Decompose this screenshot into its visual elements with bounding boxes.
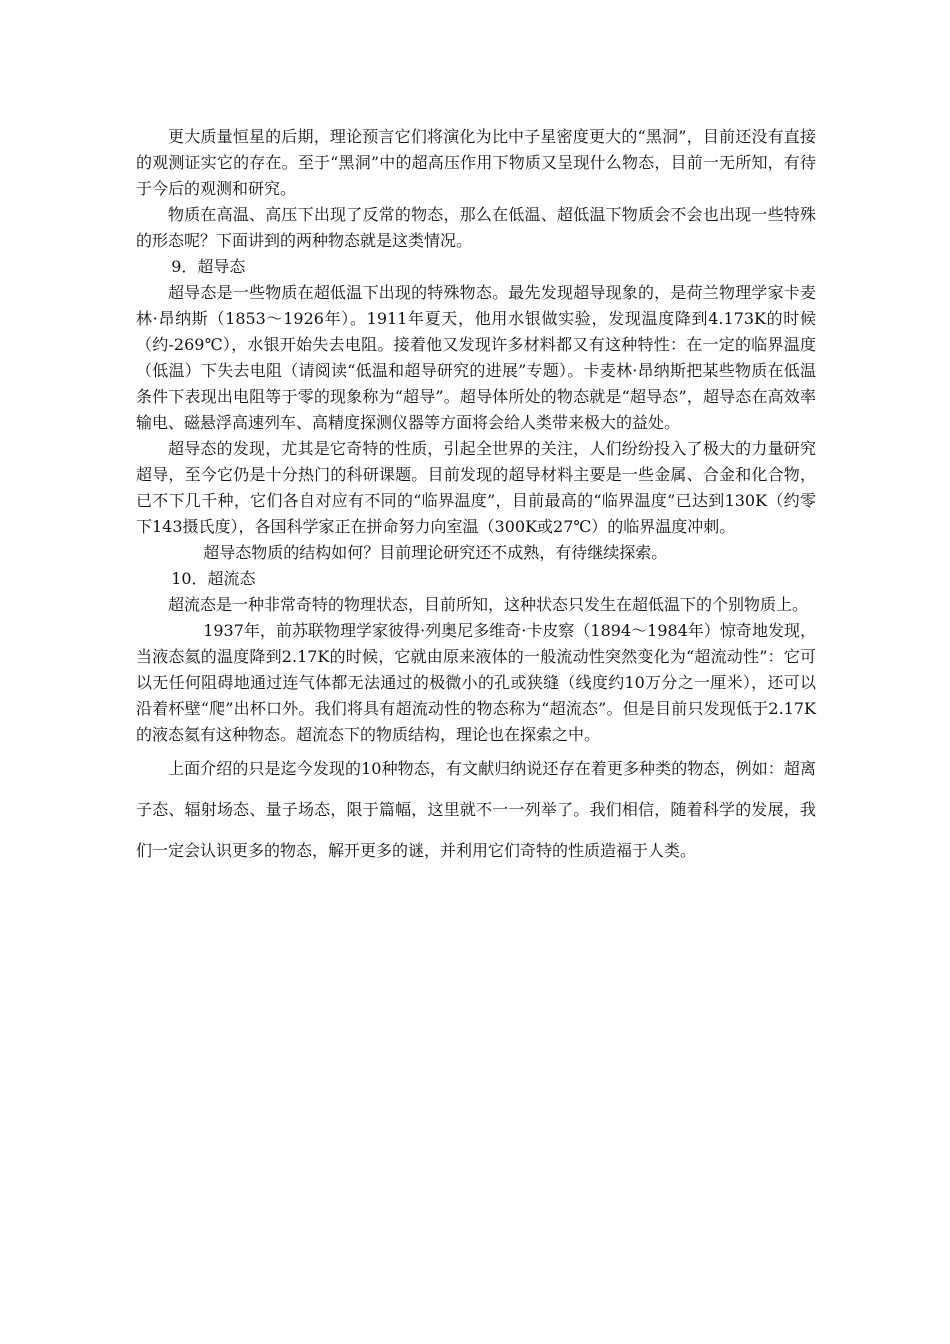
- section-heading-superconducting: 9．超导态: [171, 257, 246, 276]
- paragraph-superfluid-definition: 超流态是一种非常奇特的物理状态，目前所知，这种状态只发生在超低温下的个别物质上。: [168, 595, 809, 614]
- paragraph-black-hole: 更大质量恒星的后期，理论预言它们将演化为比中子星密度更大的“黑洞”，目前还没有直接的观测证实它的存在。至于“黑洞”中的超高压作用下物质又呈现什么物态，目前一无所知，有待于今后的观测和研究。: [136, 127, 816, 198]
- paragraph-superconducting-research: 超导态的发现，尤其是它奇特的性质，引起全世界的关注，人们纷纷投入了极大的力量研究超导，至今它仍是十分热门的科研课题。目前发现的超导材料主要是一些金属、合金和化合物，已不下几千种，它们各自对应有不同的“临界温度”，目前最高的“临界温度”已达到130K（约零下143摄氏度），各国科学家正在拼命努力向室温（300K或27℃）的临界温度冲刺。: [136, 439, 816, 536]
- paragraph-low-temperature-intro: 物质在高温、高压下出现了反常的物态，那么在低温、超低温下物质会不会也出现一些特殊的形态呢？下面讲到的两种物态就是这类情况。: [136, 205, 816, 250]
- paragraph-conclusion: 上面介绍的只是迄今发现的10种物态，有文献归纳说还存在着更多种类的物态，例如：超离子态、辐射场态、量子场态，限于篇幅，这里就不一一列举了。我们相信，随着科学的发展，我们一定会认识更多的物态，解开更多的谜，并利用它们奇特的性质造福于人类。: [136, 759, 816, 860]
- section-heading-superfluid: 10．超流态: [171, 569, 256, 588]
- document-body: [136, 124, 816, 871]
- paragraph-superconducting-discovery: 超导态是一些物质在超低温下出现的特殊物态。最先发现超导现象的，是荷兰物理学家卡麦林·昂纳斯（1853～1926年）。1911年夏天，他用水银做实验，发现温度降到4.173K的时候（约-269℃），水银开始失去电阻。接着他又发现许多材料都又有这种特性：在一定的临界温度（低温）下失去电阻（请阅读“低温和超导研究的进展”专题）。卡麦林·昂纳斯把某些物质在低温条件下表现出电阻等于零的现象称为“超导”。超导体所处的物态就是“超导态”，超导态在高效率输电、磁悬浮高速列车、高精度探测仪器等方面将会给人类带来极大的益处。: [136, 283, 816, 432]
- paragraph-superfluid-discovery: 1937年，前苏联物理学家彼得·列奥尼多维奇·卡皮察（1894～1984年）惊奇地发现，当液态氦的温度降到2.17K的时候，它就由原来液体的一般流动性突然变化为“超流动性”：它可以无任何阻碍地通过连气体都无法通过的极微小的孔或狭缝（线度约10万分之一厘米），还可以沿着杯壁“爬”出杯口外。我们将具有超流动性的物态称为“超流态”。但是目前只发现低于2.17K的液态氦有这种物态。超流态下的物质结构，理论也在探索之中。: [136, 621, 816, 744]
- paragraph-superconducting-structure: 超导态物质的结构如何？目前理论研究还不成熟，有待继续探索。: [203, 543, 668, 562]
